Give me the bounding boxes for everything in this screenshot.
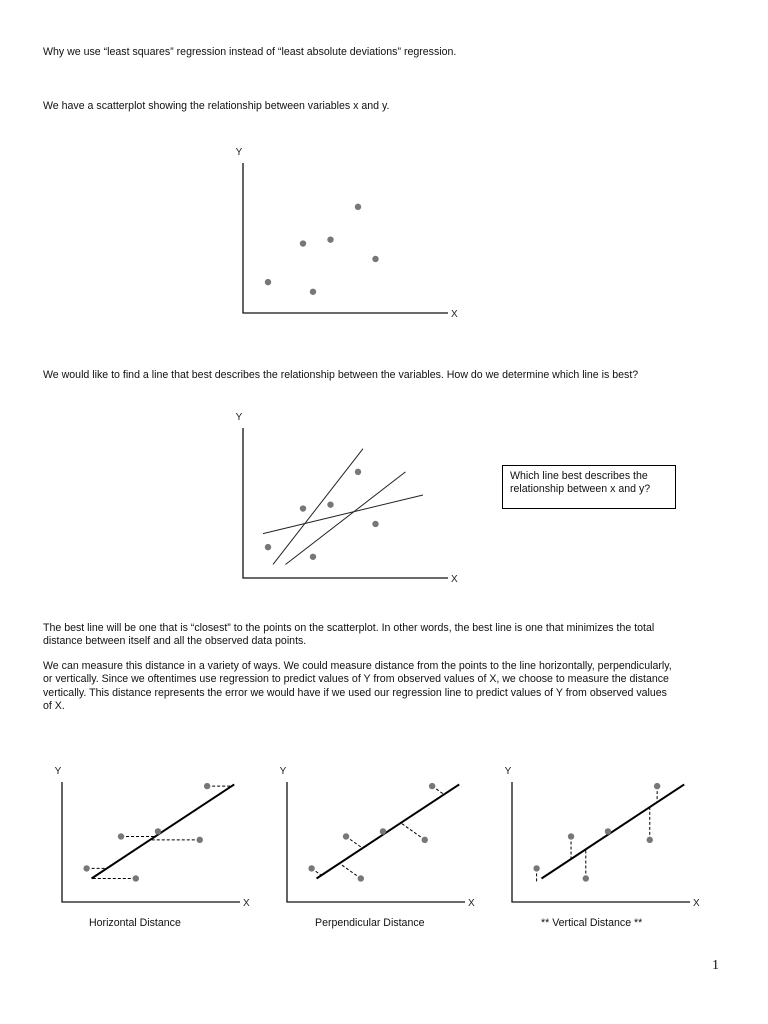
data-point [310, 554, 316, 560]
y-axis-label: Y [504, 766, 512, 777]
y-axis-label: Y [279, 766, 287, 777]
data-point [355, 469, 361, 475]
data-point [300, 240, 306, 246]
distance-paragraph [43, 660, 733, 714]
regression-line [317, 784, 460, 878]
data-point [197, 837, 203, 843]
data-point [605, 828, 611, 834]
y-axis-label: Y [235, 412, 243, 423]
candidate-lines-chart [220, 405, 470, 590]
data-point [647, 837, 653, 843]
data-point [380, 828, 386, 834]
candidate-line [286, 472, 406, 565]
callout-line: Which line best describes the [510, 470, 648, 482]
data-point [310, 289, 316, 295]
paragraph-line: of X. [43, 700, 65, 713]
data-point [83, 865, 89, 871]
data-point [372, 256, 378, 262]
data-point [265, 279, 271, 285]
data-point [204, 783, 210, 789]
x-axis-label: X [451, 574, 458, 585]
horizontal-distance-chart [50, 752, 260, 912]
page-title: Why we use “least squares” regression instead of “least absolute deviations” regression. [43, 46, 457, 58]
scatterplot-chart [220, 140, 470, 325]
paragraph-line: We can measure this distance in a variety of ways. We could measure distance from the points to the line horizontally, perpendicularly, [43, 660, 672, 672]
axes [243, 163, 448, 313]
data-point [343, 833, 349, 839]
data-point [265, 544, 271, 550]
data-point [155, 828, 161, 834]
perpendicular-distance-caption: Perpendicular Distance [315, 917, 425, 929]
axes [512, 782, 690, 902]
data-point [654, 783, 660, 789]
axes [243, 428, 448, 578]
data-point [583, 875, 589, 881]
data-point [133, 875, 139, 881]
data-point [533, 865, 539, 871]
vertical-distance-caption: ** Vertical Distance ** [541, 917, 643, 929]
data-point [355, 204, 361, 210]
paragraph-line: The best line will be one that is “closest” to the points on the scatterplot. In other words, the best line is one that minimizes the total [43, 622, 655, 634]
paragraph-line: or vertically. Since we oftentimes use regression to predict values of Y from observed values of X, we choose to measure the distance [43, 673, 669, 686]
vertical-distance-chart [500, 752, 710, 912]
perpendicular-distance-chart [275, 752, 485, 912]
callout-line: relationship between x and y? [510, 483, 651, 495]
question-callout-box [502, 465, 676, 509]
horizontal-distance-caption: Horizontal Distance [89, 917, 181, 929]
distance-segment [401, 823, 425, 840]
x-axis-label: X [693, 898, 700, 909]
y-axis-label: Y [235, 147, 243, 158]
x-axis-label: X [243, 898, 250, 909]
question-text: We would like to find a line that best describes the relationship between the variables. How do we determine which line is best? [43, 369, 639, 381]
candidate-line [263, 495, 423, 534]
regression-line [542, 784, 685, 878]
data-point [327, 501, 333, 507]
data-point [308, 865, 314, 871]
data-point [358, 875, 364, 881]
candidate-line [273, 449, 363, 565]
data-point [300, 505, 306, 511]
x-axis-label: X [468, 898, 475, 909]
closest-line-paragraph [43, 622, 733, 649]
paragraph-line: vertically. This distance represents the error we would have if we used our regression line to predict values of Y from observed values [43, 686, 667, 699]
regression-line [92, 784, 235, 878]
distance-segment [339, 863, 360, 878]
axes [62, 782, 240, 902]
axes [287, 782, 465, 902]
data-point [327, 236, 333, 242]
y-axis-label: Y [54, 766, 62, 777]
data-point [372, 521, 378, 527]
intro-text: We have a scatterplot showing the relationship between variables x and y. [43, 100, 390, 112]
data-point [568, 833, 574, 839]
data-point [118, 833, 124, 839]
x-axis-label: X [451, 309, 458, 320]
data-point [429, 783, 435, 789]
data-point [422, 837, 428, 843]
paragraph-line: distance between itself and all the observed data points. [43, 635, 307, 648]
page-number: 1 [712, 958, 719, 973]
